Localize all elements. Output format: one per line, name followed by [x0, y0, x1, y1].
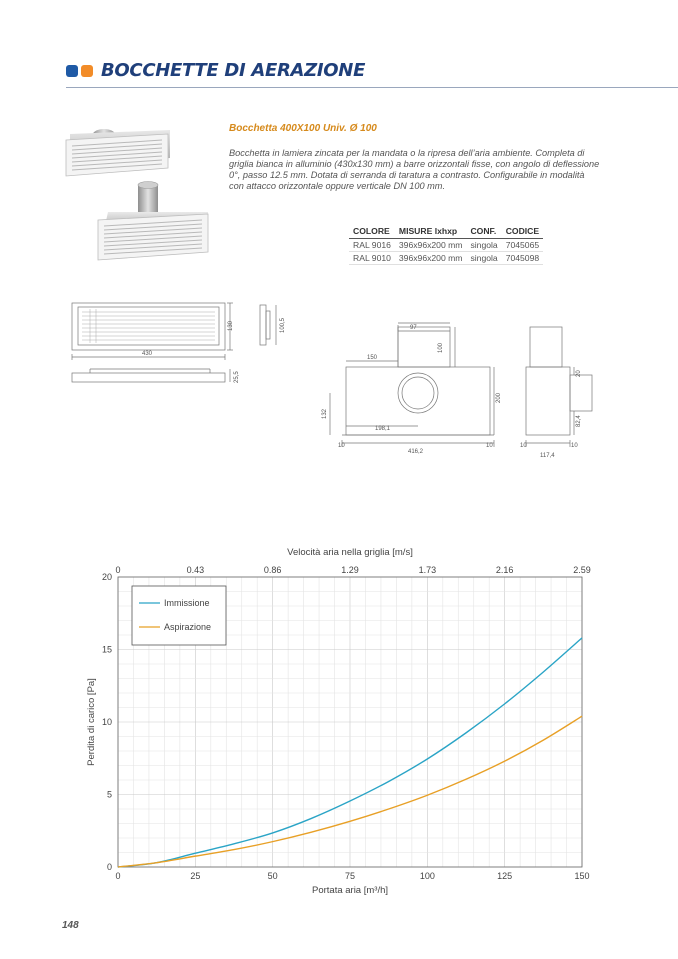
top-axis-label: Velocità aria nella griglia [m/s] — [287, 547, 413, 558]
product-photo — [58, 118, 218, 268]
x-axis-label: Portata aria [m³/h] — [311, 885, 389, 896]
dim-side-flange-left: 10 — [520, 443, 527, 449]
dim-grille-width: 430 — [142, 351, 153, 357]
dim-box-height: 200 — [496, 392, 502, 403]
legend-label-aspirazione: Aspirazione — [164, 622, 212, 632]
cell-codice: 7045098 — [502, 252, 543, 265]
top-tick-label: 2.16 — [495, 565, 514, 575]
cell-colore: RAL 9010 — [349, 252, 395, 265]
x-tick-label: 75 — [344, 871, 356, 881]
cell-misure: 396x96x200 mm — [395, 239, 467, 252]
legend-label-immissione: Immissione — [164, 598, 210, 608]
section-header — [66, 60, 365, 81]
dim-side-width: 117,4 — [540, 453, 555, 459]
x-tick-label: 100 — [419, 871, 435, 881]
dim-spigot-width: 97 — [410, 325, 417, 331]
dim-side-flange-right: 10 — [571, 443, 578, 449]
cell-codice: 7045065 — [502, 239, 543, 252]
x-tick-label: 150 — [574, 871, 590, 881]
dim-side-spigot: 82,4 — [576, 415, 582, 427]
col-codice: CODICE — [502, 225, 543, 239]
table-row — [349, 239, 543, 252]
top-tick-label: 0.43 — [186, 565, 205, 575]
x-tick-label: 25 — [190, 871, 201, 881]
product-description: Bocchetta in lamiera zincata per la mandata o la ripresa dell’aria ambiente. Completa di griglia bianca in alluminio (430x130 mm) a barre orizzontali fisse, con angolo di deflessione 0°, passo 12.5 mm. Dotata di serranda di taratura a contrasto. Configurabile in modalità con attacco orizzontale oppure verticale DN 100 mm. — [229, 148, 600, 191]
orange-square-icon — [81, 65, 93, 77]
cell-conf: singola — [466, 252, 501, 265]
dim-spigot-center-x: 198,1 — [375, 426, 391, 432]
dim-offset-left: 150 — [367, 355, 378, 361]
dim-box-width: 416,2 — [408, 449, 424, 455]
pressure-drop-chart — [78, 540, 618, 910]
col-misure: MISURE lxhxp — [395, 225, 467, 239]
technical-drawings — [60, 295, 600, 470]
dim-flange-right: 10 — [486, 443, 493, 449]
top-tick-label: 1.73 — [418, 565, 437, 575]
y-tick-label: 20 — [101, 572, 112, 582]
page-number: 148 — [62, 920, 79, 931]
dim-spigot-height: 100 — [438, 342, 444, 353]
x-tick-label: 50 — [267, 871, 278, 881]
y-tick-label: 0 — [106, 862, 112, 872]
dim-grille-depth: 25,5 — [234, 371, 240, 383]
blue-square-icon — [66, 65, 78, 77]
dim-flange-left: 10 — [338, 443, 345, 449]
y-tick-label: 5 — [106, 789, 112, 800]
spec-table — [349, 225, 543, 265]
page-title: BOCCHETTE DI AERAZIONE — [101, 60, 366, 81]
dim-spigot-center-h: 132 — [322, 408, 328, 419]
cell-colore: RAL 9016 — [349, 239, 395, 252]
top-tick-label: 0.86 — [263, 565, 282, 575]
dim-grille-side: 100,5 — [280, 317, 286, 333]
y-tick-label: 10 — [101, 717, 112, 727]
dim-grille-height: 130 — [228, 320, 234, 331]
chart-legend — [132, 586, 226, 645]
y-tick-label: 15 — [101, 644, 112, 655]
x-tick-label: 125 — [497, 871, 513, 881]
top-tick-label: 1.29 — [341, 565, 359, 575]
top-tick-label: 2.59 — [573, 565, 591, 575]
x-tick-label: 0 — [115, 871, 121, 881]
dim-side-top: 20 — [576, 370, 582, 377]
cell-misure: 396x96x200 mm — [395, 252, 467, 265]
top-tick-label: 0 — [115, 565, 121, 575]
col-conf: CONF. — [466, 225, 501, 239]
table-row — [349, 252, 543, 265]
header-divider — [66, 87, 678, 88]
col-colore: COLORE — [349, 225, 395, 239]
product-title: Bocchetta 400X100 Univ. Ø 100 — [229, 123, 377, 134]
y-axis-label: Perdita di carico [Pa] — [86, 678, 97, 766]
cell-conf: singola — [466, 239, 501, 252]
